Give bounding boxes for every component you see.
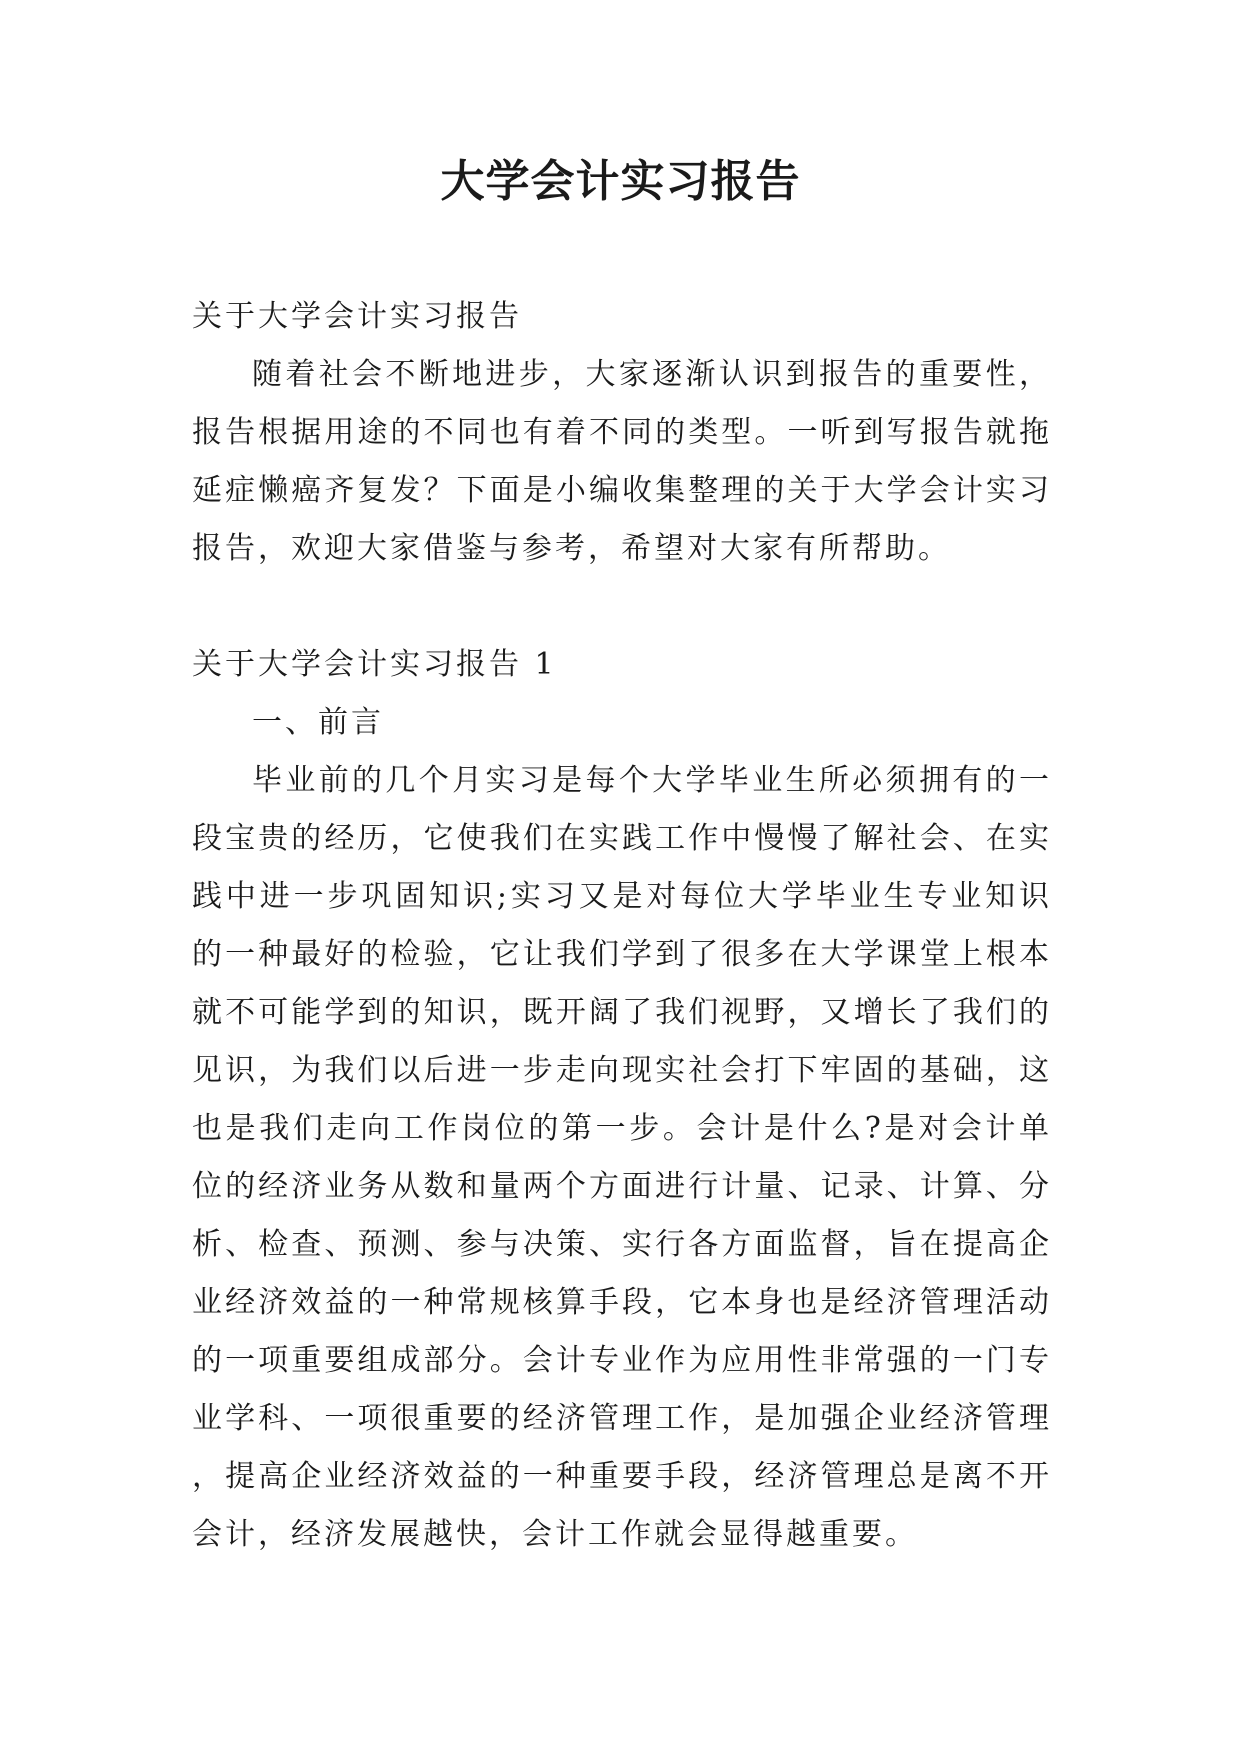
intro-paragraph: 随着社会不断地进步，大家逐渐认识到报告的重要性，报告根据用途的不同也有着不同的类型。一听到写报告就拖延症懒癌齐复发？下面是小编收集整理的关于大学会计实习报告，欢迎大家借鉴与参考，希望对大家有所帮助。 bbox=[192, 357, 1052, 566]
section-spacer bbox=[192, 578, 1052, 636]
intro-heading: 关于大学会计实习报告 bbox=[192, 299, 522, 334]
section1-heading: 关于大学会计实习报告 1 bbox=[192, 647, 557, 682]
section1-paragraph: 毕业前的几个月实习是每个大学毕业生所必须拥有的一段宝贵的经历，它使我们在实践工作中慢慢了解社会、在实践中进一步巩固知识;实习又是对每位大学毕业生专业知识的一种最好的检验，它让我们学到了很多在大学课堂上根本就不可能学到的知识，既开阔了我们视野，又增长了我们的见识，为我们以后进一步走向现实社会打下牢固的基础，这也是我们走向工作岗位的第一步。会计是什么?是对会计单位的经济业务从数和量两个方面进行计量、记录、计算、分析、检查、预测、参与决策、实行各方面监督，旨在提高企业经济效益的一种常规核算手段，它本身也是经济管理活动的一项重要组成部分。会计专业作为应用性非常强的一门专业学科、一项很重要的经济管理工作，是加强企业经济管理，提高企业经济效益的一种重要手段，经济管理总是离不开会计，经济发展越快，会计工作就会显得越重要。 bbox=[192, 763, 1052, 1552]
document-body bbox=[192, 288, 1052, 1564]
section1-subheading: 一、前言 bbox=[252, 705, 384, 740]
document-title: 大学会计实习报告 bbox=[440, 156, 801, 207]
